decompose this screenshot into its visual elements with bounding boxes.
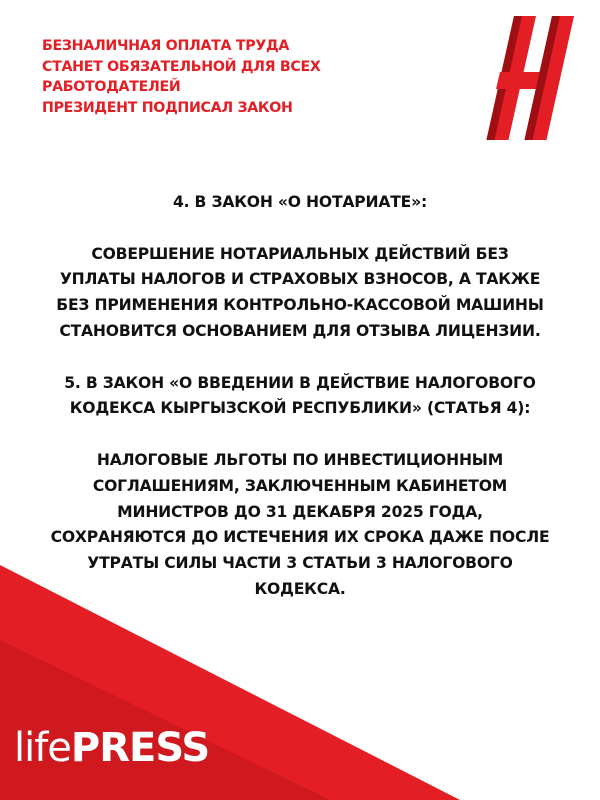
headline-line: ПРЕЗИДЕНТ ПОДПИСАЛ ЗАКОН	[42, 99, 293, 116]
text-line: УПЛАТЫ НАЛОГОВ И СТРАХОВЫХ ВЗНОСОВ, А ТАКЖЕ	[59, 270, 541, 289]
headline-line: СТАНЕТ ОБЯЗАТЕЛЬНОЙ ДЛЯ ВСЕХ	[42, 58, 321, 75]
headline-line: БЕЗНАЛИЧНАЯ ОПЛАТА ТРУДА	[42, 38, 290, 54]
brand-wordmark	[14, 724, 209, 772]
article-body	[20, 190, 580, 603]
text-line: МИНИСТРОВ ДО 31 ДЕКАБРЯ 2025 ГОДА,	[117, 502, 483, 521]
text-line: СОХРАНЯЮТСЯ ДО ИСТЕЧЕНИЯ ИХ СРОКА ДАЖЕ ПОСЛЕ	[50, 528, 550, 547]
text-line: СОВЕРШЕНИЕ НОТАРИАЛЬНЫХ ДЕЙСТВИЙ БЕЗ	[91, 244, 509, 263]
text-line: УТРАТЫ СИЛЫ ЧАСТИ 3 СТАТЬИ 3 НАЛОГОВОГО	[87, 554, 513, 573]
section-4-heading: 4. В ЗАКОН «О НОТАРИАТЕ»:	[172, 193, 428, 211]
text-line: КОДЕКСА.	[254, 579, 346, 598]
section-4	[20, 190, 580, 216]
headline-line: РАБОТОДАТЕЛЕЙ	[42, 79, 181, 95]
section-5-text	[20, 448, 580, 603]
text-line: БЕЗ ПРИМЕНЕНИЯ КОНТРОЛЬНО-КАССОВОЙ МАШИНЫ	[56, 296, 544, 315]
text-line: СОГЛАШЕНИЯМ, ЗАКЛЮЧЕННЫМ КАБИНЕТОМ	[92, 476, 508, 495]
section-5-heading	[20, 371, 580, 423]
brand-life: life	[14, 725, 71, 771]
brand-press: PRESS	[70, 725, 210, 771]
heading-line: 5. В ЗАКОН «О ВВЕДЕНИИ В ДЕЙСТВИЕ НАЛОГОВОГО	[64, 373, 536, 392]
text-line: НАЛОГОВЫЕ ЛЬГОТЫ ПО ИНВЕСТИЦИОННЫМ	[96, 450, 504, 469]
section-4-text	[20, 242, 580, 345]
text-line: СТАНОВИТСЯ ОСНОВАНИЕМ ДЛЯ ОТЗЫВА ЛИЦЕНЗИИ.	[59, 321, 541, 340]
heading-line: КОДЕКСА КЫРГЫЗСКОЙ РЕСПУБЛИКИ» (СТАТЬЯ 4):	[69, 399, 531, 418]
